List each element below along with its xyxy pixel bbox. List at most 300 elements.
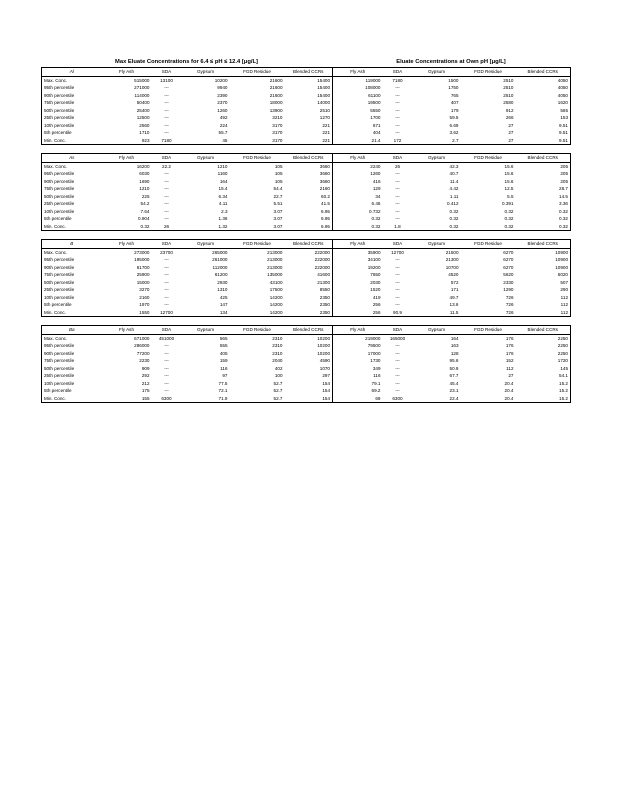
table-cell: 72.1	[218, 388, 228, 393]
table-cell: 145	[560, 365, 568, 371]
table-cell: 221	[285, 137, 333, 145]
table-cell: 12700	[391, 249, 404, 255]
table-row	[42, 185, 571, 193]
table-cell: 13100	[160, 77, 173, 83]
column-header: Gypsum	[413, 154, 461, 163]
table-cell: 2330	[503, 279, 514, 285]
table-cell: 286000	[134, 343, 150, 348]
table-cell: 77200	[136, 350, 150, 356]
table-cell: 3270	[139, 287, 150, 292]
table-cell: 6.95	[285, 223, 333, 231]
table-cell: 2350	[285, 294, 333, 302]
table-cell: 404	[372, 130, 381, 135]
table-cell: 0.32	[559, 208, 568, 214]
table-cell: 77.5	[218, 380, 228, 386]
table-cell: ---	[395, 343, 400, 348]
table-cell: 15.4	[218, 186, 228, 191]
table-cell: 114000	[134, 92, 150, 98]
table-cell: 4050	[557, 77, 568, 83]
table-row	[42, 76, 571, 84]
table-row	[42, 372, 571, 380]
column-header: Gypsum	[182, 154, 230, 163]
row-label: 90th percentile	[44, 178, 75, 184]
table-cell: 6270	[503, 257, 514, 262]
table-cell: 256	[333, 309, 383, 317]
table-cell: 2240	[370, 163, 381, 169]
table-cell: 17500	[269, 287, 283, 292]
table-cell: 52.7	[273, 388, 283, 393]
column-header: Fly Ash	[102, 240, 152, 249]
table-cell: 112	[560, 294, 568, 300]
table-cell: 222000	[285, 264, 333, 272]
table-cell: 0.32	[504, 216, 514, 221]
table-cell: 67.7	[449, 373, 459, 378]
column-header: Fly Ash	[333, 326, 383, 335]
table-cell: 22.4	[413, 395, 461, 403]
table-cell: ---	[164, 130, 169, 135]
table-row	[42, 84, 571, 92]
table-cell: 21.4	[333, 137, 383, 145]
column-header: SDA	[152, 326, 182, 335]
table-cell: 0.32	[333, 223, 383, 231]
column-header: Fly Ash	[333, 154, 383, 163]
table-cell: 25900	[136, 272, 150, 277]
table-cell: 21600	[269, 77, 283, 83]
table-cell: 165000	[389, 335, 406, 341]
table-cell: 4050	[557, 92, 568, 98]
table-row	[42, 309, 571, 317]
table-cell: 1720	[557, 358, 568, 363]
table-cell: 9940	[217, 85, 228, 90]
table-cell: ---	[164, 373, 169, 378]
table-cell: 105	[274, 163, 283, 169]
table-cell: 97	[222, 373, 228, 378]
column-header: FGD Residue	[461, 154, 516, 163]
column-header: SDA	[152, 154, 182, 163]
table-cell: 507	[560, 279, 568, 285]
table-cell: 154	[285, 380, 333, 388]
table-cell: 565	[560, 107, 568, 113]
table-cell: ---	[164, 380, 169, 386]
table-cell: 2030	[370, 279, 381, 285]
table-cell: 147	[219, 302, 228, 307]
table-cell: 159	[219, 358, 228, 363]
table-cell: 54.2	[140, 201, 150, 206]
table-cell: ---	[395, 178, 400, 184]
table-cell: 45.4	[449, 380, 459, 386]
table-cell: 1270	[285, 114, 333, 122]
table-cell: 0.32	[449, 208, 459, 214]
table-cell: 0.32	[559, 216, 568, 221]
row-label: 5th percentile	[44, 388, 72, 393]
table-cell: 1620	[557, 100, 568, 105]
table-cell: 205	[560, 171, 568, 176]
table-cell: 1210	[217, 163, 228, 169]
table-cell: ---	[395, 365, 400, 371]
table-cell: 7650	[370, 272, 381, 277]
table-cell: 22.7	[273, 193, 283, 199]
table-cell: 15000	[136, 279, 150, 285]
table-cell: 26	[394, 163, 401, 169]
table-cell: ---	[164, 358, 169, 363]
table-cell: ---	[395, 85, 400, 90]
table-cell: ---	[164, 388, 169, 393]
table-row	[42, 301, 571, 309]
table-cell: 1210	[139, 186, 150, 191]
table-cell: 112	[560, 302, 568, 307]
table-al	[41, 67, 571, 145]
table-cell: 1550	[102, 309, 152, 317]
table-cell: 0.32	[102, 223, 152, 231]
row-label: 10th percentile	[44, 122, 75, 128]
table-cell: 116	[373, 373, 381, 378]
column-header: SDA	[383, 154, 413, 163]
table-cell: 60.2	[285, 193, 333, 201]
row-label: 75th percentile	[44, 186, 75, 191]
table-cell: 3.62	[449, 130, 459, 135]
column-header: Gypsum	[182, 240, 230, 249]
table-cell: 5550	[370, 107, 381, 113]
table-cell: 7180	[152, 137, 182, 145]
table-cell: 419	[372, 294, 381, 300]
table-cell: 28.7	[559, 186, 568, 191]
table-row	[42, 271, 571, 279]
table-cell: 4520	[448, 272, 459, 277]
column-header: Gypsum	[182, 326, 230, 335]
column-header: FGD Residue	[461, 68, 516, 77]
table-cell: 5620	[503, 272, 514, 277]
table-cell: ---	[395, 171, 400, 176]
element-blocks	[41, 67, 570, 403]
table-cell: 11.5	[413, 309, 461, 317]
column-header-row	[42, 154, 571, 163]
table-cell: ---	[164, 279, 169, 285]
table-cell: 179	[450, 107, 459, 113]
table-ba	[41, 325, 571, 403]
table-cell: 13.6	[449, 302, 459, 307]
element-symbol: Ba	[42, 326, 102, 335]
table-cell: ---	[164, 365, 169, 371]
table-cell: 105	[274, 178, 283, 184]
table-cell: 153	[560, 115, 568, 120]
row-label: 5th percentile	[44, 130, 72, 135]
table-cell: 14000	[285, 99, 333, 107]
table-cell: 69	[333, 395, 383, 403]
table-cell: 256	[372, 302, 381, 307]
table-cell: ---	[164, 107, 169, 113]
table-cell: 27	[461, 137, 516, 145]
table-cell: 1.11	[449, 193, 459, 199]
table-cell: 45	[182, 137, 230, 145]
table-cell: 1730	[370, 358, 381, 363]
table-cell: ---	[164, 171, 169, 176]
table-cell: 6.46	[371, 201, 381, 206]
column-header: SDA	[152, 240, 182, 249]
table-cell: 671	[372, 122, 381, 128]
row-label: 90th percentile	[44, 350, 75, 356]
column-header: FGD Residue	[461, 240, 516, 249]
table-cell: ---	[164, 85, 169, 90]
table-cell: 175	[141, 388, 150, 393]
row-label: 25th percentile	[44, 287, 75, 292]
table-row	[42, 193, 571, 201]
table-cell: 14200	[269, 294, 283, 300]
table-cell: 112000	[212, 264, 228, 270]
table-row	[42, 170, 571, 178]
table-cell: ---	[164, 216, 169, 221]
row-label: 75th percentile	[44, 358, 75, 363]
table-cell: ---	[395, 350, 400, 356]
table-cell: 176	[505, 343, 514, 348]
table-cell: 205	[560, 178, 568, 184]
left-section-title: Max Eluate Concentrations for 6.4 ≤ pH ≤ 12.4 [μg/L]	[115, 59, 258, 65]
table-cell: 265000	[212, 249, 228, 255]
table-cell: ---	[395, 294, 400, 300]
column-header: Blended CCRs	[285, 68, 333, 77]
table-cell: 726	[461, 309, 516, 317]
table-cell: 152	[505, 358, 514, 363]
table-row	[42, 122, 571, 130]
row-label: 90th percentile	[44, 264, 75, 270]
table-cell: 8550	[285, 286, 333, 294]
table-cell: 34	[375, 193, 381, 199]
table-cell: 6.34	[218, 193, 228, 199]
table-cell: 765	[450, 92, 459, 98]
table-cell: ---	[395, 272, 400, 277]
table-cell: 100	[274, 373, 283, 378]
table-cell: 15400	[285, 92, 333, 100]
table-cell: 15.2	[559, 388, 568, 393]
row-label: 95th percentile	[44, 257, 75, 262]
row-label: 5th percentile	[44, 302, 72, 307]
table-cell: 2250	[557, 335, 568, 341]
table-cell: 1290	[503, 287, 514, 292]
table-cell: 1.32	[182, 223, 230, 231]
table-cell: 292	[141, 373, 150, 378]
right-section-title: Eluate Concentrations at Own pH [μg/L]	[396, 59, 506, 65]
table-cell: 0.32	[504, 208, 514, 214]
table-cell: ---	[164, 122, 169, 128]
table-cell: 224	[219, 122, 228, 128]
column-header: Fly Ash	[102, 68, 152, 77]
table-cell: 15.6	[504, 163, 514, 169]
table-cell: 3.36	[559, 201, 568, 206]
table-cell: 1260	[370, 171, 381, 176]
table-cell: 154	[285, 395, 333, 403]
table-cell: 40.7	[449, 171, 459, 176]
row-label: 10th percentile	[44, 208, 75, 214]
table-cell: 52.7	[273, 380, 283, 386]
table-cell: 451000	[158, 335, 175, 341]
table-cell: ---	[395, 279, 400, 285]
table-cell: 17000	[367, 350, 381, 356]
row-label: Max. Conc.	[44, 77, 68, 83]
table-row	[42, 286, 571, 294]
table-cell: 2510	[503, 85, 514, 90]
table-row	[42, 178, 571, 186]
table-cell: ---	[395, 100, 400, 105]
table-cell: 15.6	[504, 178, 514, 184]
table-cell: 912	[505, 107, 514, 113]
table-row	[42, 208, 571, 216]
table-cell: 21300	[285, 279, 333, 287]
table-cell: 5020	[557, 272, 568, 277]
table-cell: 2350	[285, 301, 333, 309]
table-cell: 2040	[272, 358, 283, 363]
column-header: Fly Ash	[102, 326, 152, 335]
table-cell: 6270	[503, 249, 514, 255]
table-cell: 205	[560, 163, 568, 169]
table-cell: 555	[219, 343, 228, 348]
table-cell: 1970	[139, 302, 150, 307]
table-cell: 2390	[217, 92, 228, 98]
row-label: 10th percentile	[44, 380, 75, 386]
table-cell: ---	[395, 122, 400, 128]
table-cell: 20.4	[461, 395, 516, 403]
table-cell: 9.51	[516, 137, 571, 145]
table-cell: 405	[219, 350, 228, 356]
column-header-row	[42, 326, 571, 335]
table-row	[42, 334, 571, 342]
column-header: FGD Residue	[230, 326, 285, 335]
column-header: Fly Ash	[102, 154, 152, 163]
table-cell: 492	[219, 115, 228, 120]
table-row	[42, 107, 571, 115]
row-label: 5th percentile	[44, 216, 72, 221]
table-cell: 10700	[445, 264, 459, 270]
table-cell: 0.412	[447, 201, 459, 206]
table-cell: 12700	[152, 309, 182, 317]
table-cell: 261000	[212, 257, 228, 262]
table-cell: ---	[395, 186, 400, 191]
table-cell: 0.32	[371, 216, 381, 221]
column-header: SDA	[383, 240, 413, 249]
table-cell: 726	[505, 302, 514, 307]
table-cell: 11.4	[449, 178, 459, 184]
table-cell: 176	[505, 335, 514, 341]
table-row	[42, 162, 571, 170]
table-row	[42, 294, 571, 302]
table-cell: 27	[508, 373, 514, 378]
table-cell: 71.9	[182, 395, 230, 403]
table-cell: 14.5	[559, 193, 568, 199]
table-cell: 515000	[134, 77, 150, 83]
table-cell: 1690	[139, 178, 150, 184]
table-cell: 3660	[285, 162, 333, 170]
row-label: 50th percentile	[44, 193, 75, 199]
table-cell: 41600	[285, 271, 333, 279]
table-cell: 271000	[134, 85, 150, 90]
table-cell: 20.4	[504, 380, 514, 386]
table-cell: 219000	[365, 335, 381, 341]
table-cell: ---	[164, 350, 169, 356]
table-cell: 50.9	[449, 365, 459, 371]
table-cell: 923	[102, 137, 152, 145]
column-header: Blended CCRs	[516, 240, 571, 249]
table-cell: 55.7	[218, 130, 228, 135]
table-cell: 213000	[267, 249, 283, 255]
column-header: Gypsum	[413, 326, 461, 335]
table-cell: 21600	[269, 85, 283, 90]
table-cell: 221	[285, 122, 333, 130]
column-header: Gypsum	[413, 240, 461, 249]
table-cell: 6.95	[285, 215, 333, 223]
table-cell: ---	[395, 115, 400, 120]
row-label: 50th percentile	[44, 279, 75, 285]
table-cell: 14200	[269, 302, 283, 307]
table-cell: ---	[395, 201, 400, 206]
table-row	[42, 279, 571, 287]
table-cell: 3.07	[273, 216, 283, 221]
table-row	[42, 92, 571, 100]
table-cell: 15.2	[516, 395, 571, 403]
table-cell: ---	[395, 388, 400, 393]
table-cell: 23700	[160, 249, 173, 255]
table-cell: 3210	[272, 115, 283, 120]
table-row	[42, 264, 571, 272]
table-cell: 2580	[503, 100, 514, 105]
table-cell: 1310	[217, 287, 228, 292]
column-header: Blended CCRs	[516, 326, 571, 335]
table-cell: ---	[164, 201, 169, 206]
column-header: FGD Residue	[230, 154, 285, 163]
table-row	[42, 129, 571, 137]
table-cell: 20.4	[504, 388, 514, 393]
table-cell: 21600	[269, 92, 283, 98]
table-row	[42, 99, 571, 107]
table-cell: 2510	[503, 77, 514, 83]
table-cell: 213000	[267, 264, 283, 270]
table-cell: ---	[164, 343, 169, 348]
table-cell: 105	[274, 171, 283, 176]
table-cell: 2560	[139, 122, 150, 128]
table-cell: ---	[164, 287, 169, 292]
table-cell: 2350	[285, 309, 333, 317]
table-cell: 1520	[370, 287, 381, 292]
table-cell: ---	[164, 264, 169, 270]
table-cell: ---	[164, 257, 169, 262]
table-cell: 27	[508, 130, 514, 135]
table-cell: 19200	[367, 264, 381, 270]
table-cell: 726	[505, 294, 514, 300]
table-cell: 79.1	[371, 380, 381, 386]
table-cell: ---	[395, 287, 400, 292]
table-cell: 95.6	[449, 358, 459, 363]
table-cell: 49.7	[449, 294, 459, 300]
table-cell: ---	[395, 92, 400, 98]
table-row	[42, 387, 571, 395]
table-cell: 10200	[285, 342, 333, 350]
table-cell: 69.2	[371, 388, 381, 393]
table-cell: 10900	[555, 264, 568, 270]
table-cell: 2160	[139, 294, 150, 300]
table-cell: ---	[395, 302, 400, 307]
table-row	[42, 256, 571, 264]
table-cell: 108000	[365, 85, 381, 90]
column-header: Gypsum	[182, 68, 230, 77]
table-cell: 6.69	[449, 122, 459, 128]
table-cell: ---	[395, 264, 400, 270]
table-row	[42, 223, 571, 231]
table-cell: ---	[395, 193, 400, 199]
table-cell: 2310	[272, 350, 283, 356]
table-cell: 1.8	[383, 223, 413, 231]
table-cell: 1160	[217, 171, 228, 176]
table-cell: 15.6	[504, 171, 514, 176]
table-cell: 3.07	[273, 208, 283, 214]
table-cell: 54.4	[273, 186, 283, 191]
row-label: 95th percentile	[44, 343, 75, 348]
